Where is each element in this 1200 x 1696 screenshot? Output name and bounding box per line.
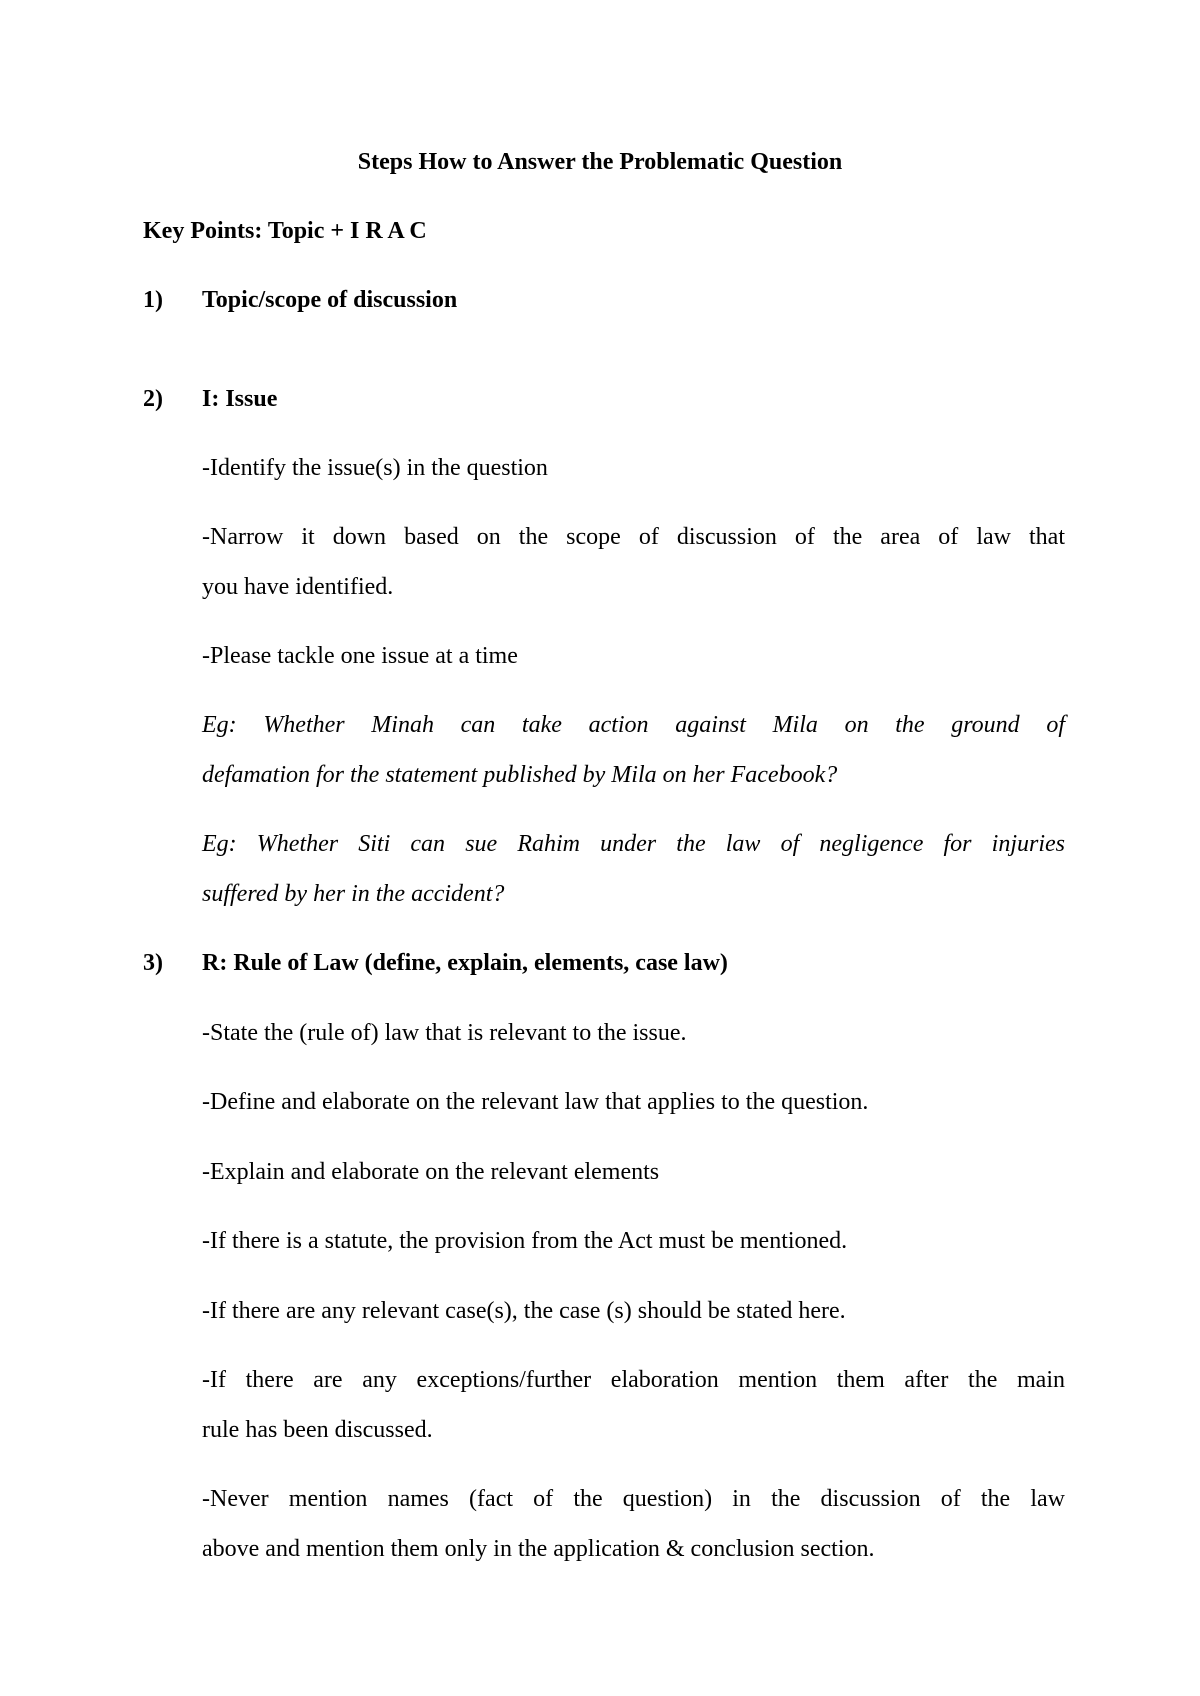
rule-line-define: -Define and elaborate on the relevant law that applies to the question. xyxy=(202,1089,869,1115)
issue-line-tackle: -Please tackle one issue at a time xyxy=(202,643,518,669)
section-3-heading: R: Rule of Law (define, explain, elements, case law) xyxy=(202,950,728,976)
example-2-line-1: Eg: Whether Siti can sue Rahim under the law of negligence for injuries xyxy=(202,831,1065,857)
rule-line-explain: -Explain and elaborate on the relevant elements xyxy=(202,1159,660,1185)
section-2-number: 2) xyxy=(143,386,163,412)
issue-line-narrow: -Narrow it down based on the scope of discussion of the area of law that xyxy=(202,524,1065,550)
example-2-line-2: suffered by her in the accident? xyxy=(202,881,505,907)
rule-line-exceptions-cont: rule has been discussed. xyxy=(202,1417,433,1443)
rule-line-exceptions: -If there are any exceptions/further elaboration mention them after the main xyxy=(202,1367,1065,1393)
document-title: Steps How to Answer the Problematic Question xyxy=(357,149,843,175)
key-points-line: Key Points: Topic + I R A C xyxy=(143,218,427,244)
rule-line-never: -Never mention names (fact of the question) in the discussion of the law xyxy=(202,1486,1065,1512)
example-1-line-1: Eg: Whether Minah can take action against Mila on the ground of xyxy=(202,712,1065,738)
section-1-number: 1) xyxy=(143,287,163,313)
example-1-line-2: defamation for the statement published by Mila on her Facebook? xyxy=(202,762,838,788)
rule-line-never-cont: above and mention them only in the application & conclusion section. xyxy=(202,1536,875,1562)
rule-line-state: -State the (rule of) law that is relevant to the issue. xyxy=(202,1020,687,1046)
section-1-heading: Topic/scope of discussion xyxy=(202,287,458,313)
issue-line-narrow-cont: you have identified. xyxy=(202,574,394,600)
rule-line-cases: -If there are any relevant case(s), the case (s) should be stated here. xyxy=(202,1298,846,1324)
issue-line-identify: -Identify the issue(s) in the question xyxy=(202,455,548,481)
rule-line-statute: -If there is a statute, the provision from the Act must be mentioned. xyxy=(202,1228,848,1254)
section-3-number: 3) xyxy=(143,950,163,976)
section-2-heading: I: Issue xyxy=(202,386,278,412)
